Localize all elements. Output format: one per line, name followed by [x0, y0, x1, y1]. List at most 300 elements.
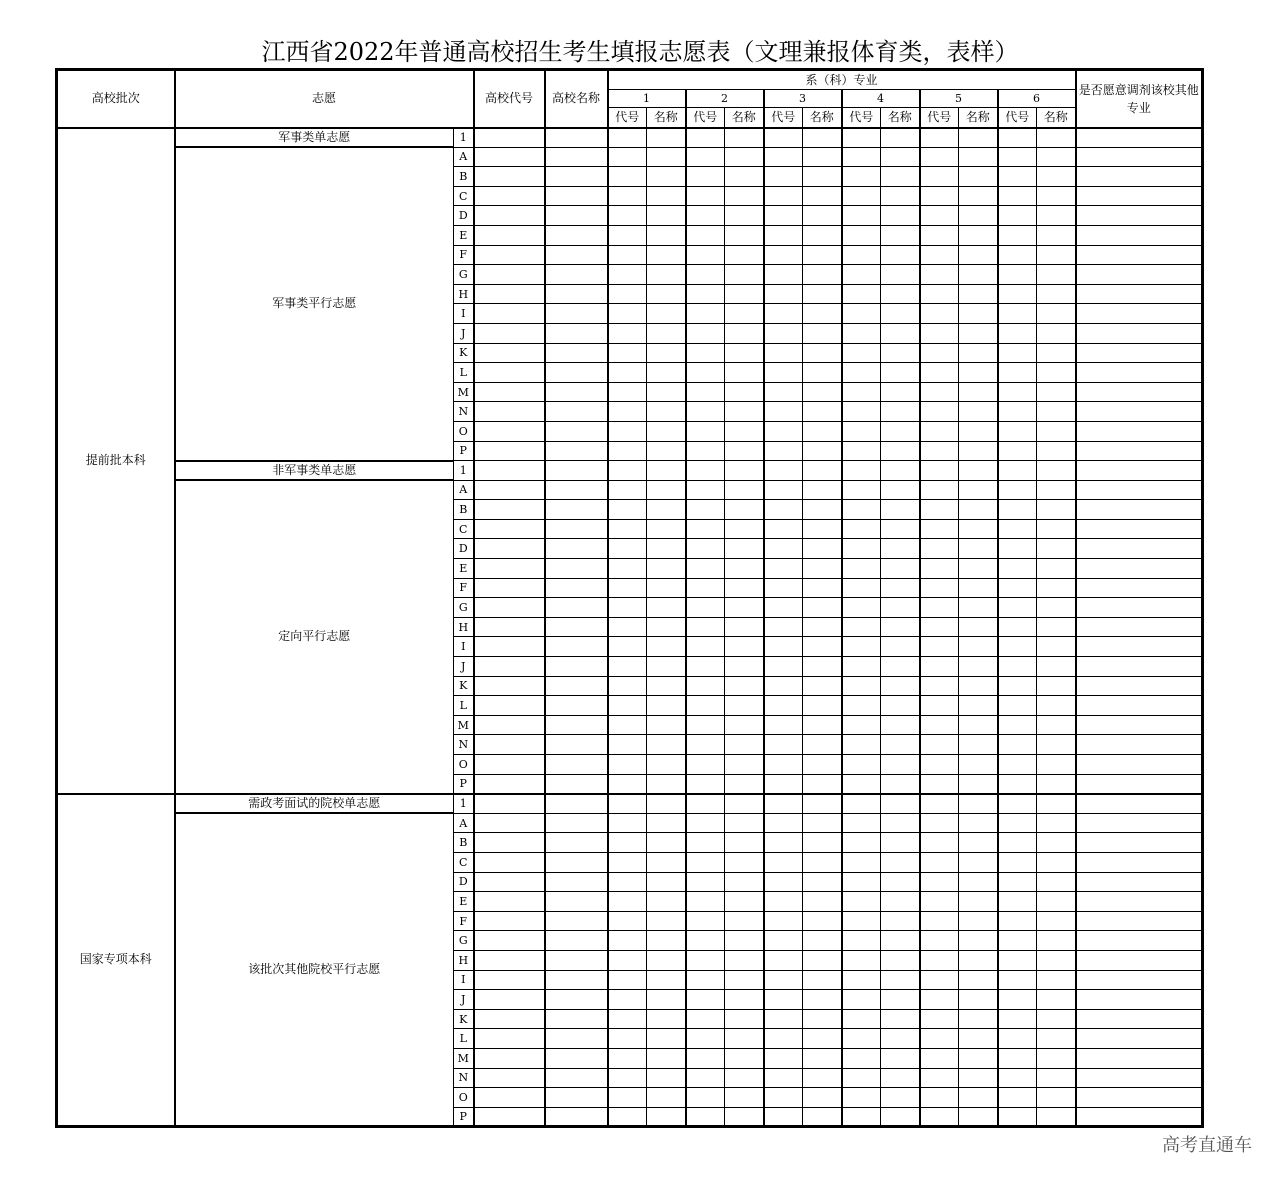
major-2-name-cell[interactable]: [725, 872, 764, 892]
school-name-cell[interactable]: [545, 421, 608, 441]
school-name-cell[interactable]: [545, 323, 608, 343]
school-code-cell[interactable]: [474, 265, 545, 285]
major-2-name-cell[interactable]: [725, 147, 764, 167]
major-3-name-cell[interactable]: [803, 696, 842, 716]
major-3-code-cell[interactable]: [764, 950, 803, 970]
major-5-code-cell[interactable]: [920, 147, 959, 167]
major-3-code-cell[interactable]: [764, 382, 803, 402]
major-1-name-cell[interactable]: [647, 225, 686, 245]
major-2-code-cell[interactable]: [686, 598, 725, 618]
major-2-code-cell[interactable]: [686, 461, 725, 481]
major-2-name-cell[interactable]: [725, 167, 764, 187]
major-4-name-cell[interactable]: [881, 245, 920, 265]
major-4-name-cell[interactable]: [881, 813, 920, 833]
major-2-code-cell[interactable]: [686, 284, 725, 304]
major-5-name-cell[interactable]: [959, 774, 998, 794]
major-4-code-cell[interactable]: [842, 990, 881, 1010]
major-6-name-cell[interactable]: [1037, 382, 1076, 402]
major-6-name-cell[interactable]: [1037, 1068, 1076, 1088]
major-4-name-cell[interactable]: [881, 657, 920, 677]
major-5-name-cell[interactable]: [959, 245, 998, 265]
major-5-name-cell[interactable]: [959, 696, 998, 716]
major-3-code-cell[interactable]: [764, 559, 803, 579]
school-code-cell[interactable]: [474, 167, 545, 187]
major-4-code-cell[interactable]: [842, 1068, 881, 1088]
major-5-name-cell[interactable]: [959, 833, 998, 853]
major-4-code-cell[interactable]: [842, 950, 881, 970]
major-4-code-cell[interactable]: [842, 1107, 881, 1127]
major-6-name-cell[interactable]: [1037, 598, 1076, 618]
major-1-name-cell[interactable]: [647, 402, 686, 422]
major-3-code-cell[interactable]: [764, 657, 803, 677]
school-name-cell[interactable]: [545, 813, 608, 833]
major-2-name-cell[interactable]: [725, 519, 764, 539]
school-code-cell[interactable]: [474, 1088, 545, 1108]
major-6-code-cell[interactable]: [998, 970, 1037, 990]
major-3-code-cell[interactable]: [764, 225, 803, 245]
school-name-cell[interactable]: [545, 755, 608, 775]
major-1-code-cell[interactable]: [608, 480, 647, 500]
school-name-cell[interactable]: [545, 539, 608, 559]
major-3-code-cell[interactable]: [764, 265, 803, 285]
major-5-name-cell[interactable]: [959, 284, 998, 304]
major-4-name-cell[interactable]: [881, 1048, 920, 1068]
major-1-code-cell[interactable]: [608, 500, 647, 520]
school-name-cell[interactable]: [545, 519, 608, 539]
major-2-code-cell[interactable]: [686, 402, 725, 422]
major-6-name-cell[interactable]: [1037, 970, 1076, 990]
major-6-name-cell[interactable]: [1037, 539, 1076, 559]
major-6-name-cell[interactable]: [1037, 657, 1076, 677]
major-3-code-cell[interactable]: [764, 343, 803, 363]
major-6-code-cell[interactable]: [998, 657, 1037, 677]
major-5-code-cell[interactable]: [920, 715, 959, 735]
major-2-name-cell[interactable]: [725, 500, 764, 520]
major-6-code-cell[interactable]: [998, 539, 1037, 559]
major-5-name-cell[interactable]: [959, 715, 998, 735]
major-1-name-cell[interactable]: [647, 284, 686, 304]
major-4-code-cell[interactable]: [842, 343, 881, 363]
major-3-code-cell[interactable]: [764, 402, 803, 422]
major-4-name-cell[interactable]: [881, 931, 920, 951]
major-4-code-cell[interactable]: [842, 755, 881, 775]
major-6-name-cell[interactable]: [1037, 578, 1076, 598]
major-2-code-cell[interactable]: [686, 872, 725, 892]
major-6-code-cell[interactable]: [998, 304, 1037, 324]
major-5-name-cell[interactable]: [959, 304, 998, 324]
adjust-cell[interactable]: [1076, 950, 1203, 970]
major-3-name-cell[interactable]: [803, 755, 842, 775]
adjust-cell[interactable]: [1076, 794, 1203, 814]
major-6-code-cell[interactable]: [998, 1048, 1037, 1068]
major-1-code-cell[interactable]: [608, 284, 647, 304]
major-4-name-cell[interactable]: [881, 1107, 920, 1127]
major-1-code-cell[interactable]: [608, 186, 647, 206]
major-5-name-cell[interactable]: [959, 637, 998, 657]
major-5-code-cell[interactable]: [920, 892, 959, 912]
school-code-cell[interactable]: [474, 500, 545, 520]
major-1-name-cell[interactable]: [647, 715, 686, 735]
major-2-code-cell[interactable]: [686, 735, 725, 755]
major-6-code-cell[interactable]: [998, 598, 1037, 618]
major-6-code-cell[interactable]: [998, 1068, 1037, 1088]
major-6-code-cell[interactable]: [998, 852, 1037, 872]
major-4-name-cell[interactable]: [881, 1009, 920, 1029]
major-5-code-cell[interactable]: [920, 1107, 959, 1127]
major-2-code-cell[interactable]: [686, 323, 725, 343]
major-5-code-cell[interactable]: [920, 1068, 959, 1088]
major-4-code-cell[interactable]: [842, 696, 881, 716]
major-6-name-cell[interactable]: [1037, 245, 1076, 265]
major-4-name-cell[interactable]: [881, 794, 920, 814]
major-3-code-cell[interactable]: [764, 1107, 803, 1127]
major-2-name-cell[interactable]: [725, 382, 764, 402]
major-5-name-cell[interactable]: [959, 578, 998, 598]
major-6-code-cell[interactable]: [998, 696, 1037, 716]
major-2-name-cell[interactable]: [725, 1107, 764, 1127]
adjust-cell[interactable]: [1076, 500, 1203, 520]
major-2-code-cell[interactable]: [686, 1107, 725, 1127]
major-1-code-cell[interactable]: [608, 794, 647, 814]
major-1-name-cell[interactable]: [647, 1009, 686, 1029]
school-code-cell[interactable]: [474, 480, 545, 500]
major-1-name-cell[interactable]: [647, 167, 686, 187]
major-6-code-cell[interactable]: [998, 186, 1037, 206]
major-5-code-cell[interactable]: [920, 637, 959, 657]
major-1-name-cell[interactable]: [647, 245, 686, 265]
major-2-code-cell[interactable]: [686, 1048, 725, 1068]
major-1-code-cell[interactable]: [608, 245, 647, 265]
major-6-name-cell[interactable]: [1037, 284, 1076, 304]
major-6-name-cell[interactable]: [1037, 676, 1076, 696]
major-2-name-cell[interactable]: [725, 911, 764, 931]
major-2-code-cell[interactable]: [686, 265, 725, 285]
adjust-cell[interactable]: [1076, 637, 1203, 657]
major-6-name-cell[interactable]: [1037, 1009, 1076, 1029]
major-3-name-cell[interactable]: [803, 657, 842, 677]
major-4-name-cell[interactable]: [881, 950, 920, 970]
adjust-cell[interactable]: [1076, 774, 1203, 794]
school-name-cell[interactable]: [545, 402, 608, 422]
major-2-name-cell[interactable]: [725, 774, 764, 794]
school-name-cell[interactable]: [545, 225, 608, 245]
major-2-code-cell[interactable]: [686, 363, 725, 383]
major-6-name-cell[interactable]: [1037, 519, 1076, 539]
major-2-name-cell[interactable]: [725, 598, 764, 618]
major-3-code-cell[interactable]: [764, 421, 803, 441]
major-3-code-cell[interactable]: [764, 1068, 803, 1088]
adjust-cell[interactable]: [1076, 480, 1203, 500]
major-6-name-cell[interactable]: [1037, 1088, 1076, 1108]
major-1-code-cell[interactable]: [608, 657, 647, 677]
major-3-name-cell[interactable]: [803, 441, 842, 461]
major-1-name-cell[interactable]: [647, 637, 686, 657]
school-name-cell[interactable]: [545, 480, 608, 500]
major-3-code-cell[interactable]: [764, 794, 803, 814]
major-2-name-cell[interactable]: [725, 1048, 764, 1068]
major-3-name-cell[interactable]: [803, 813, 842, 833]
major-3-code-cell[interactable]: [764, 852, 803, 872]
adjust-cell[interactable]: [1076, 323, 1203, 343]
major-4-code-cell[interactable]: [842, 1088, 881, 1108]
adjust-cell[interactable]: [1076, 343, 1203, 363]
school-code-cell[interactable]: [474, 225, 545, 245]
major-2-code-cell[interactable]: [686, 1029, 725, 1049]
major-6-code-cell[interactable]: [998, 480, 1037, 500]
major-3-code-cell[interactable]: [764, 637, 803, 657]
adjust-cell[interactable]: [1076, 931, 1203, 951]
school-name-cell[interactable]: [545, 363, 608, 383]
major-4-code-cell[interactable]: [842, 206, 881, 226]
major-5-name-cell[interactable]: [959, 735, 998, 755]
school-name-cell[interactable]: [545, 637, 608, 657]
adjust-cell[interactable]: [1076, 461, 1203, 481]
major-2-code-cell[interactable]: [686, 852, 725, 872]
major-4-name-cell[interactable]: [881, 461, 920, 481]
major-2-name-cell[interactable]: [725, 1088, 764, 1108]
major-5-name-cell[interactable]: [959, 852, 998, 872]
adjust-cell[interactable]: [1076, 990, 1203, 1010]
major-4-name-cell[interactable]: [881, 970, 920, 990]
major-4-code-cell[interactable]: [842, 852, 881, 872]
major-1-name-cell[interactable]: [647, 852, 686, 872]
major-1-name-cell[interactable]: [647, 1029, 686, 1049]
major-4-code-cell[interactable]: [842, 480, 881, 500]
major-2-name-cell[interactable]: [725, 970, 764, 990]
major-2-code-cell[interactable]: [686, 813, 725, 833]
school-code-cell[interactable]: [474, 813, 545, 833]
adjust-cell[interactable]: [1076, 1107, 1203, 1127]
major-2-code-cell[interactable]: [686, 657, 725, 677]
major-2-name-cell[interactable]: [725, 696, 764, 716]
major-1-code-cell[interactable]: [608, 598, 647, 618]
major-1-name-cell[interactable]: [647, 696, 686, 716]
major-5-code-cell[interactable]: [920, 1048, 959, 1068]
major-4-code-cell[interactable]: [842, 715, 881, 735]
adjust-cell[interactable]: [1076, 696, 1203, 716]
major-5-name-cell[interactable]: [959, 147, 998, 167]
major-2-name-cell[interactable]: [725, 852, 764, 872]
major-5-code-cell[interactable]: [920, 284, 959, 304]
school-name-cell[interactable]: [545, 617, 608, 637]
major-4-name-cell[interactable]: [881, 500, 920, 520]
major-5-code-cell[interactable]: [920, 559, 959, 579]
major-1-name-cell[interactable]: [647, 539, 686, 559]
major-5-name-cell[interactable]: [959, 990, 998, 1010]
adjust-cell[interactable]: [1076, 559, 1203, 579]
major-5-code-cell[interactable]: [920, 1009, 959, 1029]
major-4-code-cell[interactable]: [842, 774, 881, 794]
major-6-code-cell[interactable]: [998, 441, 1037, 461]
school-code-cell[interactable]: [474, 735, 545, 755]
major-2-name-cell[interactable]: [725, 1068, 764, 1088]
major-5-code-cell[interactable]: [920, 950, 959, 970]
major-2-name-cell[interactable]: [725, 617, 764, 637]
adjust-cell[interactable]: [1076, 363, 1203, 383]
school-code-cell[interactable]: [474, 794, 545, 814]
major-1-code-cell[interactable]: [608, 421, 647, 441]
major-1-code-cell[interactable]: [608, 539, 647, 559]
major-5-name-cell[interactable]: [959, 931, 998, 951]
major-3-name-cell[interactable]: [803, 833, 842, 853]
major-2-code-cell[interactable]: [686, 519, 725, 539]
major-1-name-cell[interactable]: [647, 950, 686, 970]
major-5-code-cell[interactable]: [920, 245, 959, 265]
major-1-code-cell[interactable]: [608, 1107, 647, 1127]
major-4-code-cell[interactable]: [842, 402, 881, 422]
major-6-code-cell[interactable]: [998, 931, 1037, 951]
major-5-name-cell[interactable]: [959, 872, 998, 892]
major-4-name-cell[interactable]: [881, 147, 920, 167]
school-code-cell[interactable]: [474, 637, 545, 657]
major-6-code-cell[interactable]: [998, 382, 1037, 402]
major-6-code-cell[interactable]: [998, 794, 1037, 814]
major-2-name-cell[interactable]: [725, 128, 764, 148]
major-6-name-cell[interactable]: [1037, 206, 1076, 226]
major-1-name-cell[interactable]: [647, 931, 686, 951]
major-5-code-cell[interactable]: [920, 931, 959, 951]
major-1-name-cell[interactable]: [647, 794, 686, 814]
school-name-cell[interactable]: [545, 1009, 608, 1029]
major-1-name-cell[interactable]: [647, 363, 686, 383]
major-4-code-cell[interactable]: [842, 167, 881, 187]
major-4-name-cell[interactable]: [881, 852, 920, 872]
school-name-cell[interactable]: [545, 970, 608, 990]
major-3-name-cell[interactable]: [803, 284, 842, 304]
major-3-name-cell[interactable]: [803, 559, 842, 579]
major-1-code-cell[interactable]: [608, 833, 647, 853]
major-4-name-cell[interactable]: [881, 559, 920, 579]
major-4-code-cell[interactable]: [842, 147, 881, 167]
major-1-code-cell[interactable]: [608, 813, 647, 833]
major-1-name-cell[interactable]: [647, 382, 686, 402]
major-1-code-cell[interactable]: [608, 617, 647, 637]
major-3-code-cell[interactable]: [764, 598, 803, 618]
major-1-name-cell[interactable]: [647, 617, 686, 637]
adjust-cell[interactable]: [1076, 539, 1203, 559]
major-3-name-cell[interactable]: [803, 519, 842, 539]
major-5-code-cell[interactable]: [920, 833, 959, 853]
major-2-code-cell[interactable]: [686, 715, 725, 735]
major-1-code-cell[interactable]: [608, 872, 647, 892]
major-5-name-cell[interactable]: [959, 343, 998, 363]
major-5-name-cell[interactable]: [959, 617, 998, 637]
major-5-code-cell[interactable]: [920, 1088, 959, 1108]
major-5-name-cell[interactable]: [959, 676, 998, 696]
school-name-cell[interactable]: [545, 852, 608, 872]
major-6-name-cell[interactable]: [1037, 441, 1076, 461]
major-3-name-cell[interactable]: [803, 128, 842, 148]
major-4-code-cell[interactable]: [842, 265, 881, 285]
major-1-name-cell[interactable]: [647, 735, 686, 755]
major-2-name-cell[interactable]: [725, 461, 764, 481]
major-1-name-cell[interactable]: [647, 990, 686, 1010]
school-code-cell[interactable]: [474, 833, 545, 853]
major-2-name-cell[interactable]: [725, 892, 764, 912]
major-4-name-cell[interactable]: [881, 872, 920, 892]
school-code-cell[interactable]: [474, 245, 545, 265]
major-1-name-cell[interactable]: [647, 578, 686, 598]
major-6-name-cell[interactable]: [1037, 852, 1076, 872]
major-4-code-cell[interactable]: [842, 186, 881, 206]
school-name-cell[interactable]: [545, 715, 608, 735]
major-2-code-cell[interactable]: [686, 990, 725, 1010]
major-2-name-cell[interactable]: [725, 363, 764, 383]
major-5-code-cell[interactable]: [920, 519, 959, 539]
major-3-name-cell[interactable]: [803, 500, 842, 520]
major-1-code-cell[interactable]: [608, 774, 647, 794]
major-1-code-cell[interactable]: [608, 519, 647, 539]
major-4-code-cell[interactable]: [842, 304, 881, 324]
major-6-name-cell[interactable]: [1037, 990, 1076, 1010]
major-1-code-cell[interactable]: [608, 167, 647, 187]
major-6-code-cell[interactable]: [998, 245, 1037, 265]
adjust-cell[interactable]: [1076, 245, 1203, 265]
major-4-name-cell[interactable]: [881, 598, 920, 618]
major-5-code-cell[interactable]: [920, 735, 959, 755]
school-code-cell[interactable]: [474, 128, 545, 148]
major-5-code-cell[interactable]: [920, 186, 959, 206]
school-name-cell[interactable]: [545, 167, 608, 187]
major-1-code-cell[interactable]: [608, 1009, 647, 1029]
major-4-name-cell[interactable]: [881, 617, 920, 637]
major-6-name-cell[interactable]: [1037, 402, 1076, 422]
major-1-name-cell[interactable]: [647, 657, 686, 677]
major-3-code-cell[interactable]: [764, 833, 803, 853]
major-5-name-cell[interactable]: [959, 206, 998, 226]
major-6-name-cell[interactable]: [1037, 265, 1076, 285]
adjust-cell[interactable]: [1076, 225, 1203, 245]
major-2-name-cell[interactable]: [725, 735, 764, 755]
major-1-code-cell[interactable]: [608, 147, 647, 167]
major-5-code-cell[interactable]: [920, 265, 959, 285]
major-5-code-cell[interactable]: [920, 598, 959, 618]
major-6-code-cell[interactable]: [998, 363, 1037, 383]
major-3-name-cell[interactable]: [803, 1029, 842, 1049]
major-3-code-cell[interactable]: [764, 167, 803, 187]
major-5-code-cell[interactable]: [920, 657, 959, 677]
adjust-cell[interactable]: [1076, 892, 1203, 912]
major-2-code-cell[interactable]: [686, 343, 725, 363]
school-name-cell[interactable]: [545, 441, 608, 461]
major-3-name-cell[interactable]: [803, 402, 842, 422]
major-3-name-cell[interactable]: [803, 206, 842, 226]
major-5-name-cell[interactable]: [959, 402, 998, 422]
major-6-name-cell[interactable]: [1037, 363, 1076, 383]
major-1-name-cell[interactable]: [647, 755, 686, 775]
major-5-name-cell[interactable]: [959, 657, 998, 677]
school-code-cell[interactable]: [474, 186, 545, 206]
major-1-code-cell[interactable]: [608, 1048, 647, 1068]
school-name-cell[interactable]: [545, 1048, 608, 1068]
major-4-code-cell[interactable]: [842, 382, 881, 402]
major-2-code-cell[interactable]: [686, 617, 725, 637]
major-5-name-cell[interactable]: [959, 1068, 998, 1088]
major-6-code-cell[interactable]: [998, 1009, 1037, 1029]
major-1-code-cell[interactable]: [608, 892, 647, 912]
major-5-name-cell[interactable]: [959, 1009, 998, 1029]
major-5-code-cell[interactable]: [920, 304, 959, 324]
major-6-name-cell[interactable]: [1037, 480, 1076, 500]
major-5-name-cell[interactable]: [959, 559, 998, 579]
major-1-name-cell[interactable]: [647, 1107, 686, 1127]
major-2-name-cell[interactable]: [725, 225, 764, 245]
school-code-cell[interactable]: [474, 343, 545, 363]
major-4-name-cell[interactable]: [881, 911, 920, 931]
major-5-code-cell[interactable]: [920, 343, 959, 363]
major-1-code-cell[interactable]: [608, 441, 647, 461]
major-1-name-cell[interactable]: [647, 128, 686, 148]
